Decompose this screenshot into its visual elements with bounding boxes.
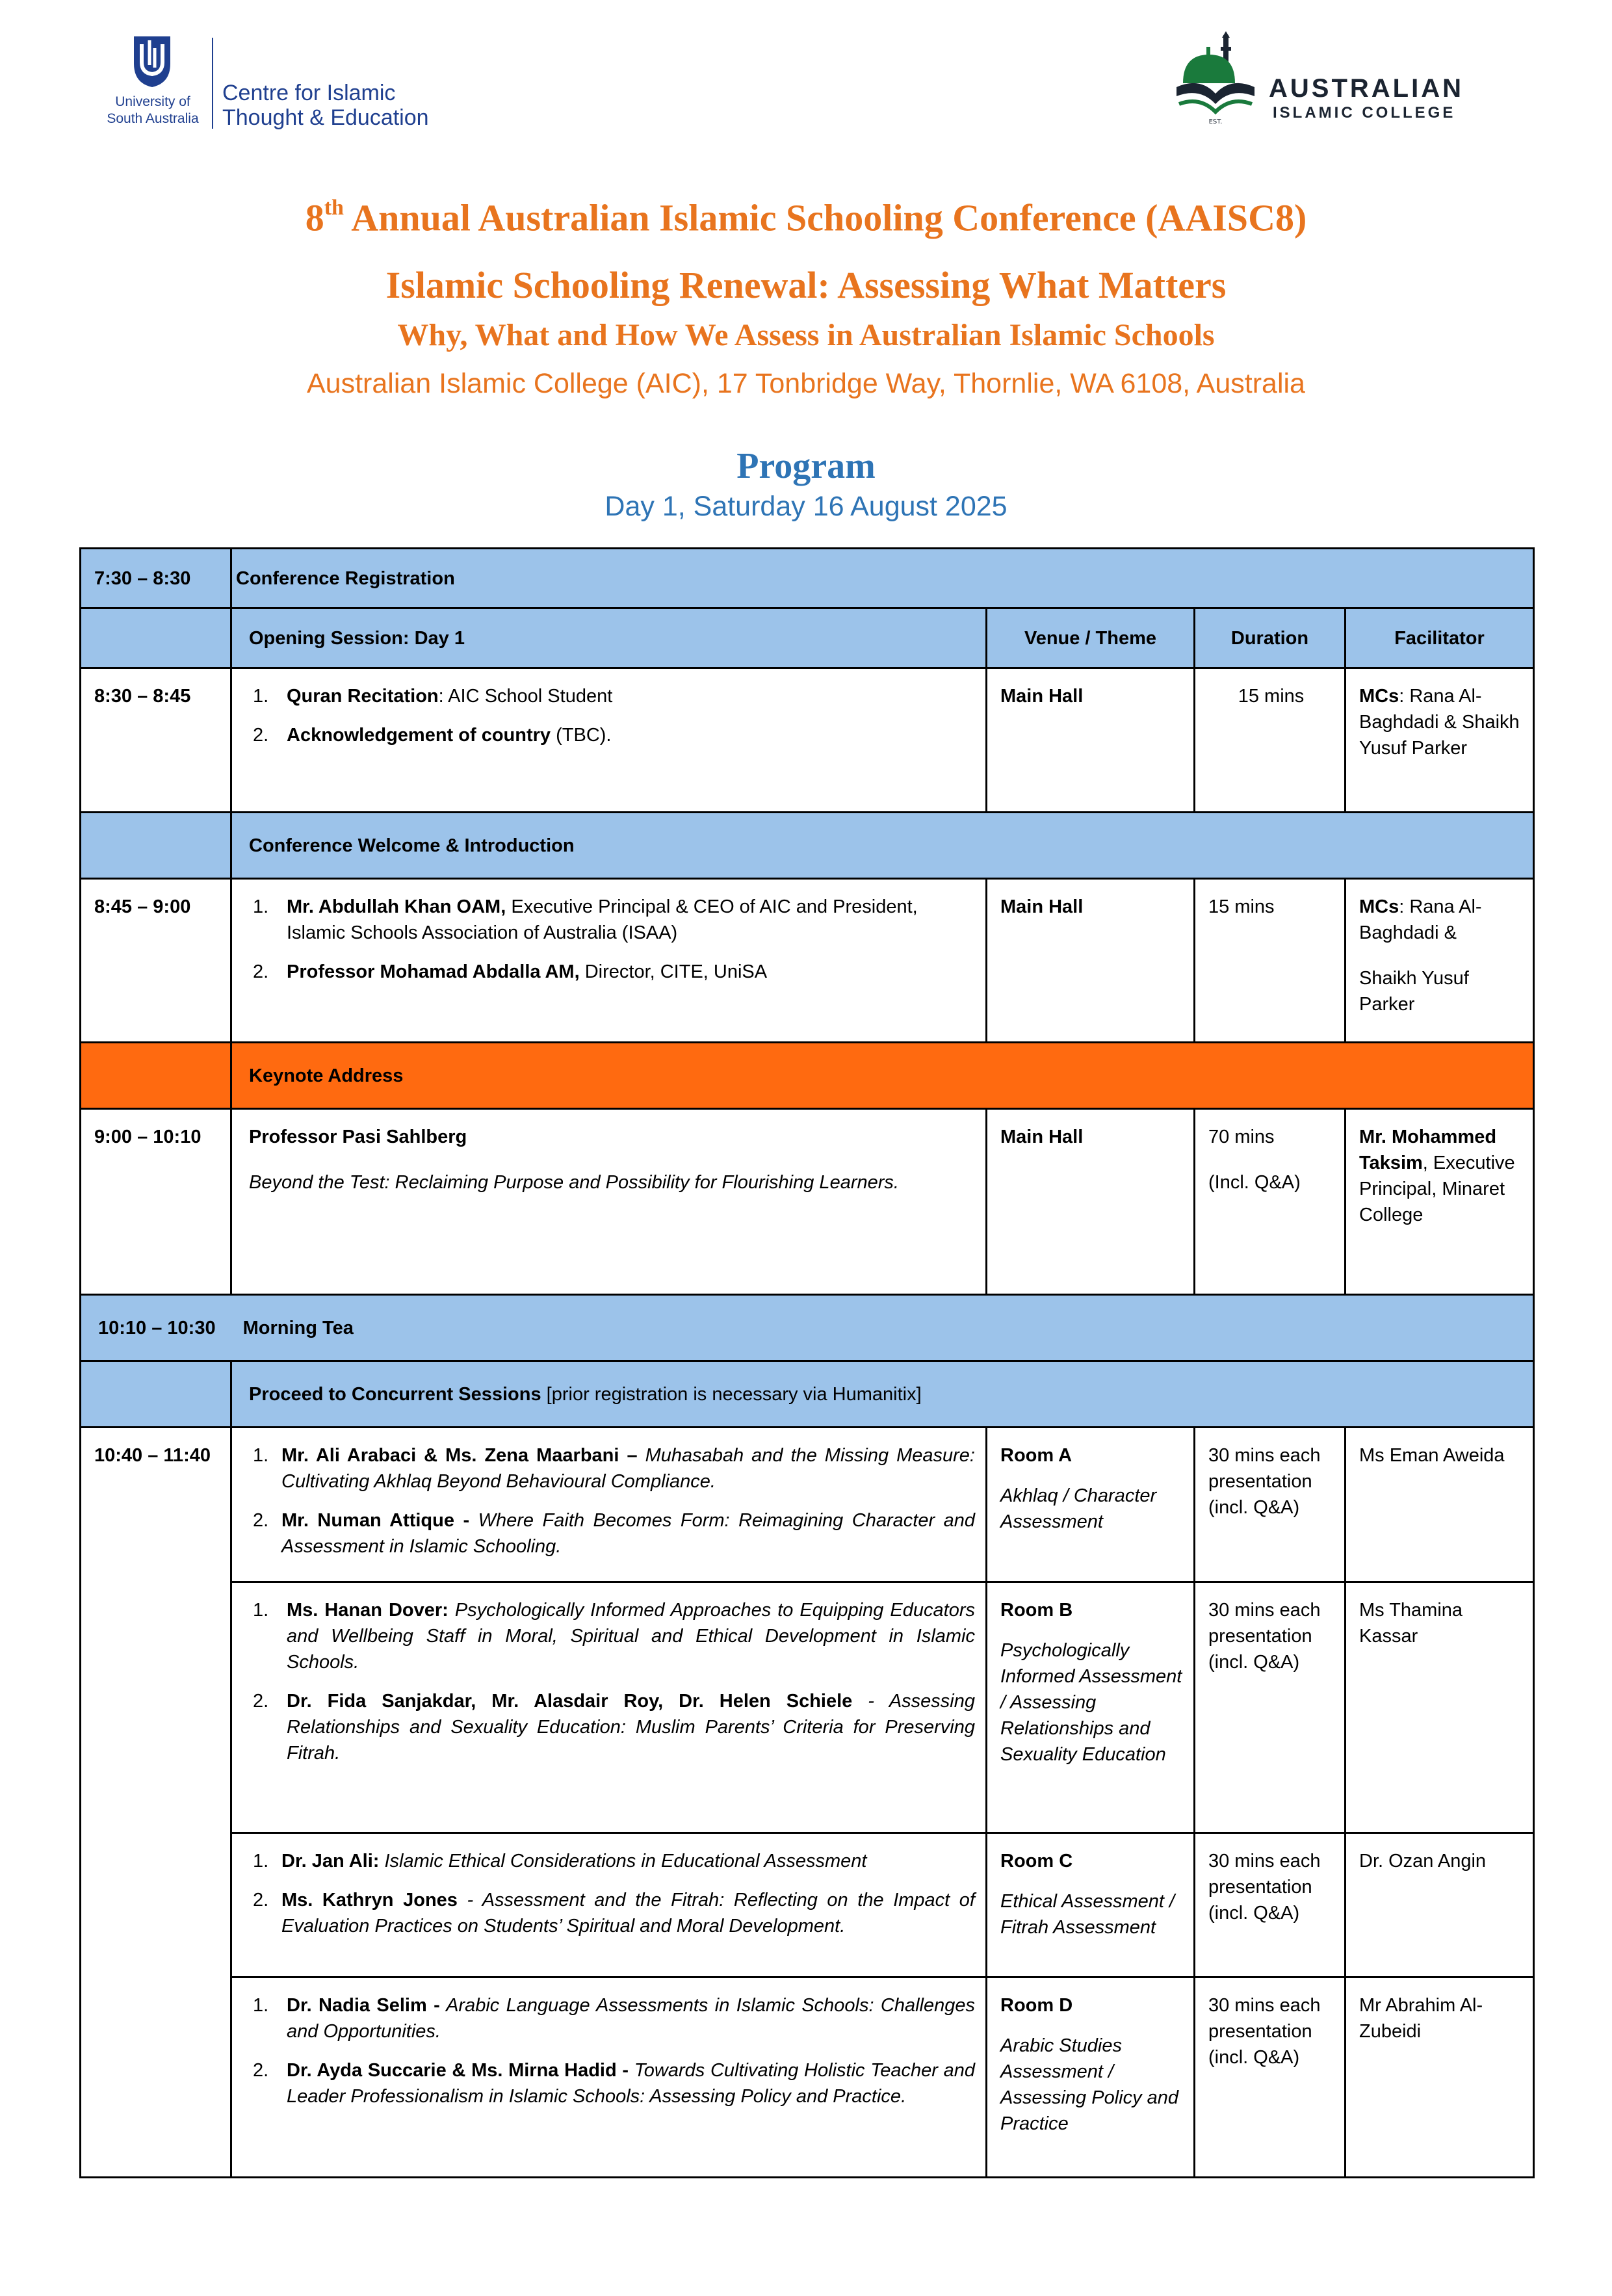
item-detail: (TBC). bbox=[551, 725, 612, 746]
room-b-items bbox=[231, 1582, 987, 1833]
list-item bbox=[245, 1442, 975, 1494]
item-number: 1. bbox=[253, 1600, 269, 1621]
room-c-venue bbox=[987, 1833, 1195, 1977]
keynote-duration-value: 70 mins bbox=[1208, 1127, 1275, 1147]
room-d-venue bbox=[987, 1977, 1195, 2178]
list-item bbox=[245, 683, 975, 709]
keynote-details bbox=[231, 1109, 987, 1295]
room-theme: Psychologically Informed Assessment / Assessing Relationships and Sexuality Education bbox=[1000, 1640, 1182, 1765]
room-c-items bbox=[231, 1833, 987, 1977]
morning-tea-label: Morning Tea bbox=[242, 1317, 354, 1338]
room-a-facilitator: Ms Eman Aweida bbox=[1346, 1428, 1534, 1582]
welcome-time: 8:45 – 9:00 bbox=[81, 879, 231, 1043]
mosque-emblem-icon bbox=[1164, 31, 1268, 129]
presenter: Mr. Numan Attique - bbox=[281, 1510, 470, 1531]
registration-time: 7:30 – 8:30 bbox=[81, 549, 231, 608]
item-number: 1. bbox=[253, 1995, 269, 2016]
conference-ordinal: 8 bbox=[305, 196, 324, 239]
presenter: Dr. Ayda Succarie & Ms. Mirna Hadid - bbox=[287, 2060, 629, 2081]
registration-label: Conference Registration bbox=[231, 549, 1534, 608]
opening-venue: Main Hall bbox=[987, 668, 1195, 813]
morning-tea-cell bbox=[81, 1295, 1534, 1361]
room-c-facilitator: Dr. Ozan Angin bbox=[1346, 1833, 1534, 1977]
concurrent-time: 10:40 – 11:40 bbox=[81, 1428, 231, 2178]
item-detail: : AIC School Student bbox=[438, 686, 613, 707]
program-heading: Program bbox=[736, 446, 876, 486]
facilitator-names: : Rana Al-Baghdadi & bbox=[1359, 896, 1482, 943]
list-item bbox=[245, 959, 975, 985]
room-theme: Ethical Assessment / Fitrah Assessment bbox=[1000, 1891, 1175, 1938]
duration-column-header: Duration bbox=[1195, 608, 1346, 668]
presentation-title: - Assessment and the Fitrah: Reflecting on the Impact of Evaluation Practices on Students’ Spiritual and Moral Development. bbox=[281, 1890, 975, 1937]
room-b-facilitator: Ms Thamina Kassar bbox=[1346, 1582, 1534, 1833]
welcome-facilitator bbox=[1346, 879, 1534, 1043]
list-item bbox=[245, 1992, 975, 2044]
opening-facilitator bbox=[1346, 668, 1534, 813]
room-b-venue bbox=[987, 1582, 1195, 1833]
item-title: Acknowledgement of country bbox=[287, 725, 551, 746]
opening-time: 8:30 – 8:45 bbox=[81, 668, 231, 813]
keynote-header-blank bbox=[81, 1043, 231, 1109]
facilitator-label: MCs bbox=[1359, 896, 1399, 917]
presenter: Ms. Hanan Dover: bbox=[287, 1600, 448, 1621]
item-number: 1. bbox=[253, 1445, 269, 1466]
keynote-facilitator bbox=[1346, 1109, 1534, 1295]
presentation-title: Arabic Language Assessments in Islamic Schools: Challenges and Opportunities. bbox=[287, 1995, 976, 2042]
room-b-duration: 30 mins each presentation (incl. Q&A) bbox=[1195, 1582, 1346, 1833]
presentation-title: Psychologically Informed Approaches to Equipping Educators and Wellbeing Staff in Moral, Spiritual and Ethical Development in Islamic Schools. bbox=[287, 1600, 975, 1673]
concurrent-header-blank bbox=[81, 1361, 231, 1428]
opening-header-row bbox=[81, 608, 1534, 668]
room-d-items bbox=[231, 1977, 987, 2178]
keynote-time: 9:00 – 10:10 bbox=[81, 1109, 231, 1295]
unisa-name bbox=[91, 94, 214, 127]
item-number: 2. bbox=[253, 1691, 269, 1712]
facilitator-role: , Executive Principal, Minaret College bbox=[1359, 1153, 1515, 1225]
unisa-cite-logo bbox=[91, 34, 455, 138]
unisa-name-line1: University of bbox=[115, 94, 190, 109]
room-d-row bbox=[81, 1977, 1534, 2178]
keynote-header-label: Keynote Address bbox=[231, 1043, 1534, 1109]
welcome-header-label: Conference Welcome & Introduction bbox=[231, 813, 1534, 879]
item-title: Mr. Abdullah Khan OAM, bbox=[287, 896, 506, 917]
day-heading: Day 1, Saturday 16 August 2025 bbox=[604, 491, 1008, 522]
conference-subtheme: Why, What and How We Assess in Australian Islamic Schools bbox=[397, 318, 1215, 352]
welcome-items bbox=[231, 879, 987, 1043]
list-item bbox=[245, 1507, 975, 1559]
conference-theme: Islamic Schooling Renewal: Assessing What Matters bbox=[385, 264, 1227, 306]
item-number: 2. bbox=[253, 1890, 269, 1911]
room-name: Room B bbox=[1000, 1600, 1073, 1621]
morning-tea-time: 10:10 – 10:30 bbox=[98, 1317, 216, 1338]
list-item bbox=[245, 722, 975, 748]
list-item bbox=[245, 1848, 975, 1874]
presentation-title: Towards Cultivating Holistic Teacher and Leader Professionalism in Islamic Schools: Assessing Policy and Practice. bbox=[287, 2060, 975, 2107]
keynote-duration-note: (Incl. Q&A) bbox=[1208, 1172, 1301, 1193]
item-title: Quran Recitation bbox=[287, 686, 439, 707]
list-item bbox=[245, 1597, 975, 1675]
presentation-title: Islamic Ethical Considerations in Educational Assessment bbox=[379, 1851, 867, 1872]
presentation-title: - Assessing Relationships and Sexuality Education: Muslim Parents’ Criteria for Preserving Fitrah. bbox=[287, 1691, 976, 1764]
item-detail: Executive Principal & CEO of AIC and President, Islamic Schools Association of Australia (ISAA) bbox=[287, 896, 918, 943]
conference-name: Annual Australian Islamic Schooling Conference (AAISC8) bbox=[343, 196, 1307, 239]
aic-name-line2: ISLAMIC COLLEGE bbox=[1273, 104, 1456, 122]
room-a-duration: 30 mins each presentation (incl. Q&A) bbox=[1195, 1428, 1346, 1582]
item-number: 2. bbox=[253, 961, 269, 982]
program-table bbox=[79, 547, 1535, 2178]
room-name: Room A bbox=[1000, 1445, 1072, 1466]
facilitator-names: : Rana Al-Baghdadi & Shaikh Yusuf Parker bbox=[1359, 686, 1520, 759]
facilitator-label: MCs bbox=[1359, 686, 1399, 707]
welcome-header-blank bbox=[81, 813, 231, 879]
room-d-duration: 30 mins each presentation (incl. Q&A) bbox=[1195, 1977, 1346, 2178]
registration-row bbox=[81, 549, 1534, 608]
room-theme: Arabic Studies Assessment / Assessing Policy and Practice bbox=[1000, 2035, 1179, 2134]
room-c-row bbox=[81, 1833, 1534, 1977]
item-number: 2. bbox=[253, 725, 269, 746]
presenter: Dr. Nadia Selim - bbox=[287, 1995, 440, 2016]
keynote-duration bbox=[1195, 1109, 1346, 1295]
item-number: 1. bbox=[253, 686, 269, 707]
unisa-crest-icon bbox=[131, 34, 173, 88]
morning-tea-row bbox=[81, 1295, 1534, 1361]
opening-duration: 15 mins bbox=[1195, 668, 1346, 813]
welcome-header-row bbox=[81, 813, 1534, 879]
presentation-title: Muhasabah and the Missing Measure: Cultivating Akhlaq Beyond Behavioural Compliance. bbox=[281, 1445, 975, 1492]
welcome-session-row bbox=[81, 879, 1534, 1043]
list-item bbox=[245, 1688, 975, 1766]
room-c-duration: 30 mins each presentation (incl. Q&A) bbox=[1195, 1833, 1346, 1977]
item-number: 2. bbox=[253, 2060, 269, 2081]
logo-divider bbox=[212, 38, 213, 129]
room-d-facilitator: Mr Abrahim Al-Zubeidi bbox=[1346, 1977, 1534, 2178]
presentation-title: Where Faith Becomes Form: Reimagining Character and Assessment in Islamic Schooling. bbox=[281, 1510, 975, 1557]
welcome-venue: Main Hall bbox=[987, 879, 1195, 1043]
keynote-venue: Main Hall bbox=[987, 1109, 1195, 1295]
item-number: 1. bbox=[253, 896, 269, 917]
room-a-venue bbox=[987, 1428, 1195, 1582]
aic-name-line1: AUSTRALIAN bbox=[1269, 74, 1464, 103]
room-theme: Akhlaq / Character Assessment bbox=[1000, 1485, 1157, 1532]
svg-text:EST.: EST. bbox=[1208, 118, 1223, 125]
concurrent-header-cell bbox=[231, 1361, 1534, 1428]
room-a-row bbox=[81, 1428, 1534, 1582]
room-name: Room D bbox=[1000, 1995, 1073, 2016]
presenter: Mr. Ali Arabaci & Ms. Zena Maarbani – bbox=[281, 1445, 638, 1466]
room-a-items bbox=[231, 1428, 987, 1582]
room-name: Room C bbox=[1000, 1851, 1073, 1872]
presenter: Dr. Fida Sanjakdar, Mr. Alasdair Roy, Dr. Helen Schiele bbox=[287, 1691, 853, 1712]
cite-name-line1: Centre for Islamic bbox=[222, 81, 396, 105]
room-b-row bbox=[81, 1582, 1534, 1833]
presenter: Ms. Kathryn Jones bbox=[281, 1890, 458, 1911]
item-detail: Director, CITE, UniSA bbox=[579, 961, 768, 982]
conference-ordinal-suffix: th bbox=[324, 196, 344, 220]
opening-session-row bbox=[81, 668, 1534, 813]
conference-title bbox=[0, 187, 1612, 241]
presenter: Dr. Jan Ali: bbox=[281, 1851, 380, 1872]
cite-name-line2: Thought & Education bbox=[222, 105, 429, 130]
keynote-speaker: Professor Pasi Sahlberg bbox=[249, 1127, 467, 1147]
concurrent-header-row bbox=[81, 1361, 1534, 1428]
item-number: 2. bbox=[253, 1510, 269, 1531]
opening-items bbox=[231, 668, 987, 813]
item-title: Professor Mohamad Abdalla AM, bbox=[287, 961, 580, 982]
keynote-title: Beyond the Test: Reclaiming Purpose and Possibility for Flourishing Learners. bbox=[249, 1172, 899, 1193]
facilitator-names-cont: Shaikh Yusuf Parker bbox=[1359, 968, 1469, 1015]
keynote-row bbox=[81, 1109, 1534, 1295]
list-item bbox=[245, 2057, 975, 2109]
list-item bbox=[245, 894, 975, 946]
item-number: 1. bbox=[253, 1851, 269, 1872]
list-item bbox=[245, 1887, 975, 1939]
welcome-duration: 15 mins bbox=[1195, 879, 1346, 1043]
opening-header-blank bbox=[81, 608, 231, 668]
facilitator-name: Mr. Mohammed Taksim bbox=[1359, 1127, 1497, 1173]
concurrent-header-label: Proceed to Concurrent Sessions bbox=[249, 1383, 541, 1405]
conference-venue: Australian Islamic College (AIC), 17 Tonbridge Way, Thornlie, WA 6108, Australia bbox=[307, 368, 1305, 399]
concurrent-header-note: [prior registration is necessary via Humanitix] bbox=[541, 1383, 922, 1405]
keynote-header-row bbox=[81, 1043, 1534, 1109]
facilitator-column-header: Facilitator bbox=[1346, 608, 1534, 668]
venue-column-header: Venue / Theme bbox=[987, 608, 1195, 668]
opening-header-label: Opening Session: Day 1 bbox=[231, 608, 987, 668]
aic-logo bbox=[1164, 31, 1476, 135]
unisa-name-line2: South Australia bbox=[107, 111, 199, 126]
cite-name bbox=[222, 81, 429, 130]
